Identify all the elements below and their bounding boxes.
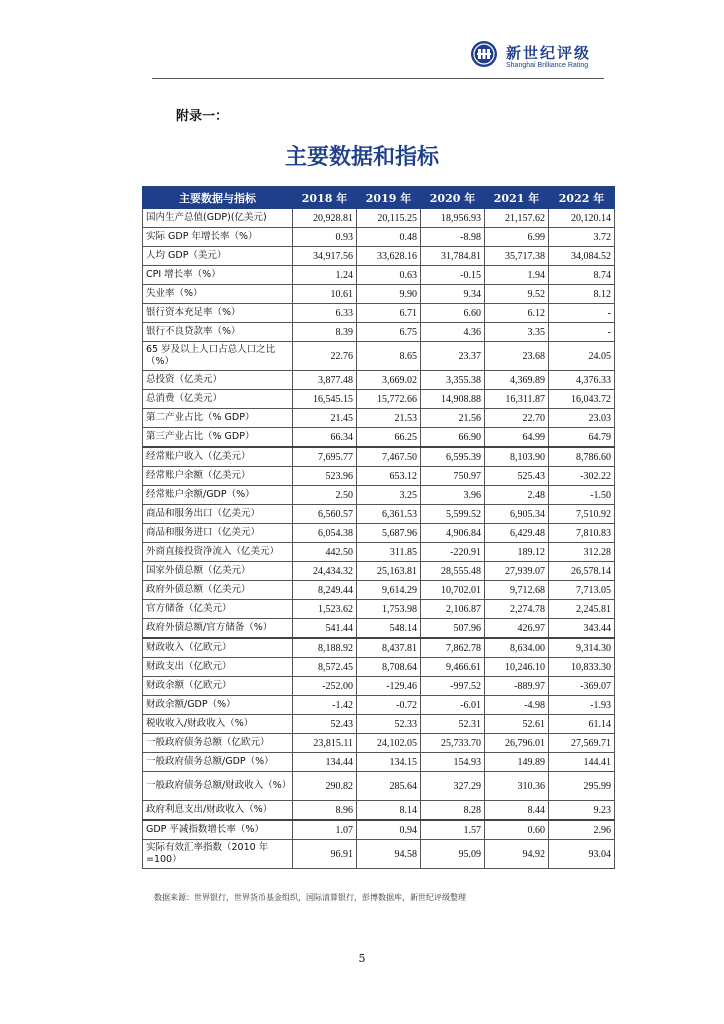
table-row — [143, 772, 615, 801]
row-value: -4.98 — [485, 696, 549, 715]
table-row — [143, 658, 615, 677]
row-value: 7,510.92 — [549, 505, 615, 524]
table-row — [143, 342, 615, 371]
table-row — [143, 820, 615, 840]
row-value: 94.92 — [485, 840, 549, 869]
row-value: 34,917.56 — [293, 247, 357, 266]
row-value: 442.50 — [293, 543, 357, 562]
row-value: 310.36 — [485, 772, 549, 801]
row-value: 34,084.52 — [549, 247, 615, 266]
row-value: 20,115.25 — [357, 209, 421, 228]
row-value: 95.09 — [421, 840, 485, 869]
row-value: -889.97 — [485, 677, 549, 696]
row-value: 10,833.30 — [549, 658, 615, 677]
header-divider — [152, 78, 604, 79]
row-value: 8.28 — [421, 801, 485, 821]
row-value: 31,784.81 — [421, 247, 485, 266]
row-value: 8.96 — [293, 801, 357, 821]
row-label: 官方储备（亿美元） — [143, 600, 293, 619]
row-value: 9.23 — [549, 801, 615, 821]
row-value: 0.48 — [357, 228, 421, 247]
table-row — [143, 409, 615, 428]
header-year: 2018 年 — [293, 187, 357, 209]
row-value: 5,687.96 — [357, 524, 421, 543]
row-value: 6.60 — [421, 304, 485, 323]
row-value: 1.07 — [293, 820, 357, 840]
row-label: 经常账户余额/GDP（%） — [143, 486, 293, 505]
row-value: 1.24 — [293, 266, 357, 285]
row-value: 20,928.81 — [293, 209, 357, 228]
row-value: 6,429.48 — [485, 524, 549, 543]
row-value: 0.93 — [293, 228, 357, 247]
table-row — [143, 467, 615, 486]
row-value: -6.01 — [421, 696, 485, 715]
row-value: 523.96 — [293, 467, 357, 486]
header-year: 2019 年 — [357, 187, 421, 209]
row-value: 15,772.66 — [357, 390, 421, 409]
table-row — [143, 543, 615, 562]
row-label: 政府外债总额（亿美元） — [143, 581, 293, 600]
row-value: 149.89 — [485, 753, 549, 772]
table-row — [143, 266, 615, 285]
row-value: -129.46 — [357, 677, 421, 696]
row-value: 2.50 — [293, 486, 357, 505]
table-row — [143, 285, 615, 304]
table-row — [143, 677, 615, 696]
row-value: 144.41 — [549, 753, 615, 772]
row-value: 3.35 — [485, 323, 549, 342]
row-value: 94.58 — [357, 840, 421, 869]
header-indicator: 主要数据与指标 — [143, 187, 293, 209]
row-value: 2,245.81 — [549, 600, 615, 619]
row-value: 6,361.53 — [357, 505, 421, 524]
row-value: 541.44 — [293, 619, 357, 639]
table-row — [143, 524, 615, 543]
row-value: 9,614.29 — [357, 581, 421, 600]
row-value: 64.79 — [549, 428, 615, 448]
row-value: 61.14 — [549, 715, 615, 734]
brand-name-cn: 新世纪评级 — [506, 44, 592, 62]
row-value: 750.97 — [421, 467, 485, 486]
table-row — [143, 390, 615, 409]
row-value: -302.22 — [549, 467, 615, 486]
row-value: 7,695.77 — [293, 447, 357, 467]
row-value: 2,274.78 — [485, 600, 549, 619]
table-row — [143, 753, 615, 772]
row-value: 290.82 — [293, 772, 357, 801]
row-value: 64.99 — [485, 428, 549, 448]
table-row — [143, 581, 615, 600]
row-value: 6.99 — [485, 228, 549, 247]
row-value: 8.65 — [357, 342, 421, 371]
row-label: 银行资本充足率（%） — [143, 304, 293, 323]
row-value: 2.48 — [485, 486, 549, 505]
row-value: 9.90 — [357, 285, 421, 304]
table-row — [143, 562, 615, 581]
row-value: 52.61 — [485, 715, 549, 734]
row-value: 154.93 — [421, 753, 485, 772]
header-year: 2020 年 — [421, 187, 485, 209]
row-value: 4,369.89 — [485, 371, 549, 390]
row-value: 8.44 — [485, 801, 549, 821]
row-label: 一般政府债务总额（亿欧元） — [143, 734, 293, 753]
row-label: GDP 平减指数增长率（%） — [143, 820, 293, 840]
row-label: 财政余额（亿欧元） — [143, 677, 293, 696]
table-row — [143, 801, 615, 821]
row-label: 国内生产总值(GDP)(亿美元) — [143, 209, 293, 228]
row-value: 3.25 — [357, 486, 421, 505]
table-row — [143, 228, 615, 247]
table-row — [143, 428, 615, 448]
table-row — [143, 600, 615, 619]
row-label: 商品和服务出口（亿美元） — [143, 505, 293, 524]
row-value: 4.36 — [421, 323, 485, 342]
table-row — [143, 447, 615, 467]
page-number: 5 — [358, 952, 366, 965]
table-row — [143, 696, 615, 715]
row-value: 21,157.62 — [485, 209, 549, 228]
row-value: 16,545.15 — [293, 390, 357, 409]
table-row — [143, 734, 615, 753]
row-label: 商品和服务进口（亿美元） — [143, 524, 293, 543]
row-value: 52.33 — [357, 715, 421, 734]
row-value: 35,717.38 — [485, 247, 549, 266]
row-value: 23.03 — [549, 409, 615, 428]
row-value: 8.12 — [549, 285, 615, 304]
row-value: -0.15 — [421, 266, 485, 285]
row-value: 8,786.60 — [549, 447, 615, 467]
row-value: 21.56 — [421, 409, 485, 428]
row-value: 8,437.81 — [357, 638, 421, 658]
row-value: 24.05 — [549, 342, 615, 371]
row-value: 14,908.88 — [421, 390, 485, 409]
row-label: 财政收入（亿欧元） — [143, 638, 293, 658]
row-value: 22.76 — [293, 342, 357, 371]
row-value: 66.90 — [421, 428, 485, 448]
row-value: 3.96 — [421, 486, 485, 505]
row-value: 8,572.45 — [293, 658, 357, 677]
row-value: 8,188.92 — [293, 638, 357, 658]
row-label: 财政支出（亿欧元） — [143, 658, 293, 677]
row-label: 国家外债总额（亿美元） — [143, 562, 293, 581]
indicators-table — [142, 186, 615, 869]
row-label: 经常账户收入（亿美元） — [143, 447, 293, 467]
row-value: 295.99 — [549, 772, 615, 801]
row-label: 一般政府债务总额/财政收入（%） — [143, 772, 293, 801]
row-value: 426.97 — [485, 619, 549, 639]
table-body — [143, 209, 615, 869]
row-value: 3,669.02 — [357, 371, 421, 390]
row-value: 25,733.70 — [421, 734, 485, 753]
row-value: 52.31 — [421, 715, 485, 734]
row-value: - — [549, 304, 615, 323]
row-value: -1.93 — [549, 696, 615, 715]
row-value: 1,753.98 — [357, 600, 421, 619]
row-value: 66.25 — [357, 428, 421, 448]
row-value: 18,956.93 — [421, 209, 485, 228]
row-value: 8.14 — [357, 801, 421, 821]
row-value: 1.94 — [485, 266, 549, 285]
row-value: 16,311.87 — [485, 390, 549, 409]
row-value: 8,708.64 — [357, 658, 421, 677]
row-label: 第三产业占比（% GDP） — [143, 428, 293, 448]
row-value: 7,810.83 — [549, 524, 615, 543]
row-label: 外商直接投资净流入（亿美元） — [143, 543, 293, 562]
row-value: 10,702.01 — [421, 581, 485, 600]
row-value: 3,877.48 — [293, 371, 357, 390]
row-value: 7,713.05 — [549, 581, 615, 600]
row-label: 65 岁及以上人口占总人口之比（%） — [143, 342, 293, 371]
row-value: 8,103.90 — [485, 447, 549, 467]
row-value: -1.42 — [293, 696, 357, 715]
row-value: 24,102.05 — [357, 734, 421, 753]
row-value: -1.50 — [549, 486, 615, 505]
row-value: 93.04 — [549, 840, 615, 869]
row-value: 10,246.10 — [485, 658, 549, 677]
row-value: -252.00 — [293, 677, 357, 696]
row-value: 0.63 — [357, 266, 421, 285]
row-value: 0.60 — [485, 820, 549, 840]
row-value: 23.37 — [421, 342, 485, 371]
row-value: 66.34 — [293, 428, 357, 448]
row-value: 25,163.81 — [357, 562, 421, 581]
row-value: 33,628.16 — [357, 247, 421, 266]
row-value: 27,939.07 — [485, 562, 549, 581]
row-value: 22.70 — [485, 409, 549, 428]
table-row — [143, 715, 615, 734]
row-value: 6,560.57 — [293, 505, 357, 524]
row-value: 9.34 — [421, 285, 485, 304]
row-value: 8,634.00 — [485, 638, 549, 658]
table-row — [143, 638, 615, 658]
row-label: 政府利息支出/财政收入（%） — [143, 801, 293, 821]
row-value: -220.91 — [421, 543, 485, 562]
row-value: 6.71 — [357, 304, 421, 323]
row-value: 23,815.11 — [293, 734, 357, 753]
row-value: - — [549, 323, 615, 342]
row-value: 189.12 — [485, 543, 549, 562]
row-value: 134.44 — [293, 753, 357, 772]
table-header-row — [143, 187, 615, 209]
row-value: 3.72 — [549, 228, 615, 247]
table-row — [143, 247, 615, 266]
row-label: 财政余额/GDP（%） — [143, 696, 293, 715]
brand-emblem-icon — [470, 40, 498, 68]
row-label: 总消费（亿美元） — [143, 390, 293, 409]
row-value: 5,599.52 — [421, 505, 485, 524]
row-value: 311.85 — [357, 543, 421, 562]
row-value: 9,314.30 — [549, 638, 615, 658]
row-value: 23.68 — [485, 342, 549, 371]
row-label: 实际 GDP 年增长率（%） — [143, 228, 293, 247]
row-value: 9,712.68 — [485, 581, 549, 600]
row-label: 总投资（亿美元） — [143, 371, 293, 390]
row-value: -369.07 — [549, 677, 615, 696]
row-value: 21.53 — [357, 409, 421, 428]
row-value: 312.28 — [549, 543, 615, 562]
page-title: 主要数据和指标 — [284, 145, 439, 170]
row-value: 27,569.71 — [549, 734, 615, 753]
row-value: 6.75 — [357, 323, 421, 342]
brand-logo — [470, 38, 620, 78]
row-value: -0.72 — [357, 696, 421, 715]
header-year: 2022 年 — [549, 187, 615, 209]
row-value: 20,120.14 — [549, 209, 615, 228]
row-value: 285.64 — [357, 772, 421, 801]
row-value: 653.12 — [357, 467, 421, 486]
row-value: -8.98 — [421, 228, 485, 247]
row-value: 343.44 — [549, 619, 615, 639]
table-row — [143, 619, 615, 639]
row-value: 24,434.32 — [293, 562, 357, 581]
row-label: 政府外债总额/官方储备（%） — [143, 619, 293, 639]
row-value: 1,523.62 — [293, 600, 357, 619]
row-value: 7,467.50 — [357, 447, 421, 467]
row-label: 第二产业占比（% GDP） — [143, 409, 293, 428]
row-value: 21.45 — [293, 409, 357, 428]
row-label: 税收收入/财政收入（%） — [143, 715, 293, 734]
table-row — [143, 371, 615, 390]
row-value: 4,376.33 — [549, 371, 615, 390]
table-row — [143, 304, 615, 323]
row-value: 26,578.14 — [549, 562, 615, 581]
appendix-label: 附录一： — [176, 109, 229, 124]
brand-name-en: Shanghai Brilliance Rating — [506, 62, 589, 69]
row-value: 7,862.78 — [421, 638, 485, 658]
row-value: 8.74 — [549, 266, 615, 285]
row-value: 96.91 — [293, 840, 357, 869]
row-value: -997.52 — [421, 677, 485, 696]
row-value: 9.52 — [485, 285, 549, 304]
row-value: 525.43 — [485, 467, 549, 486]
row-label: 银行不良贷款率（%） — [143, 323, 293, 342]
row-value: 4,906.84 — [421, 524, 485, 543]
source-note: 数据来源：世界银行，世界货币基金组织，国际清算银行，彭博数据库，新世纪评级整理 — [154, 893, 466, 902]
table-row — [143, 505, 615, 524]
row-value: 3,355.38 — [421, 371, 485, 390]
row-value: 9,466.61 — [421, 658, 485, 677]
row-value: 8,249.44 — [293, 581, 357, 600]
row-value: 2.96 — [549, 820, 615, 840]
row-value: 52.43 — [293, 715, 357, 734]
table-row — [143, 323, 615, 342]
row-label: 一般政府债务总额/GDP（%） — [143, 753, 293, 772]
row-value: 507.96 — [421, 619, 485, 639]
row-value: 2,106.87 — [421, 600, 485, 619]
row-value: 6.12 — [485, 304, 549, 323]
row-value: 134.15 — [357, 753, 421, 772]
row-value: 1.57 — [421, 820, 485, 840]
row-label: 实际有效汇率指数（2010 年=100） — [143, 840, 293, 869]
row-value: 28,555.48 — [421, 562, 485, 581]
row-value: 10.61 — [293, 285, 357, 304]
row-value: 26,796.01 — [485, 734, 549, 753]
table-row — [143, 209, 615, 228]
row-value: 6,054.38 — [293, 524, 357, 543]
table-row — [143, 486, 615, 505]
row-value: 6.33 — [293, 304, 357, 323]
row-value: 6,595.39 — [421, 447, 485, 467]
row-label: 经常账户余额（亿美元） — [143, 467, 293, 486]
row-value: 16,043.72 — [549, 390, 615, 409]
row-label: CPI 增长率（%） — [143, 266, 293, 285]
row-value: 548.14 — [357, 619, 421, 639]
row-value: 8.39 — [293, 323, 357, 342]
row-value: 6,905.34 — [485, 505, 549, 524]
row-value: 0.94 — [357, 820, 421, 840]
header-year: 2021 年 — [485, 187, 549, 209]
row-value: 327.29 — [421, 772, 485, 801]
table-row — [143, 840, 615, 869]
row-label: 人均 GDP（美元） — [143, 247, 293, 266]
row-label: 失业率（%） — [143, 285, 293, 304]
